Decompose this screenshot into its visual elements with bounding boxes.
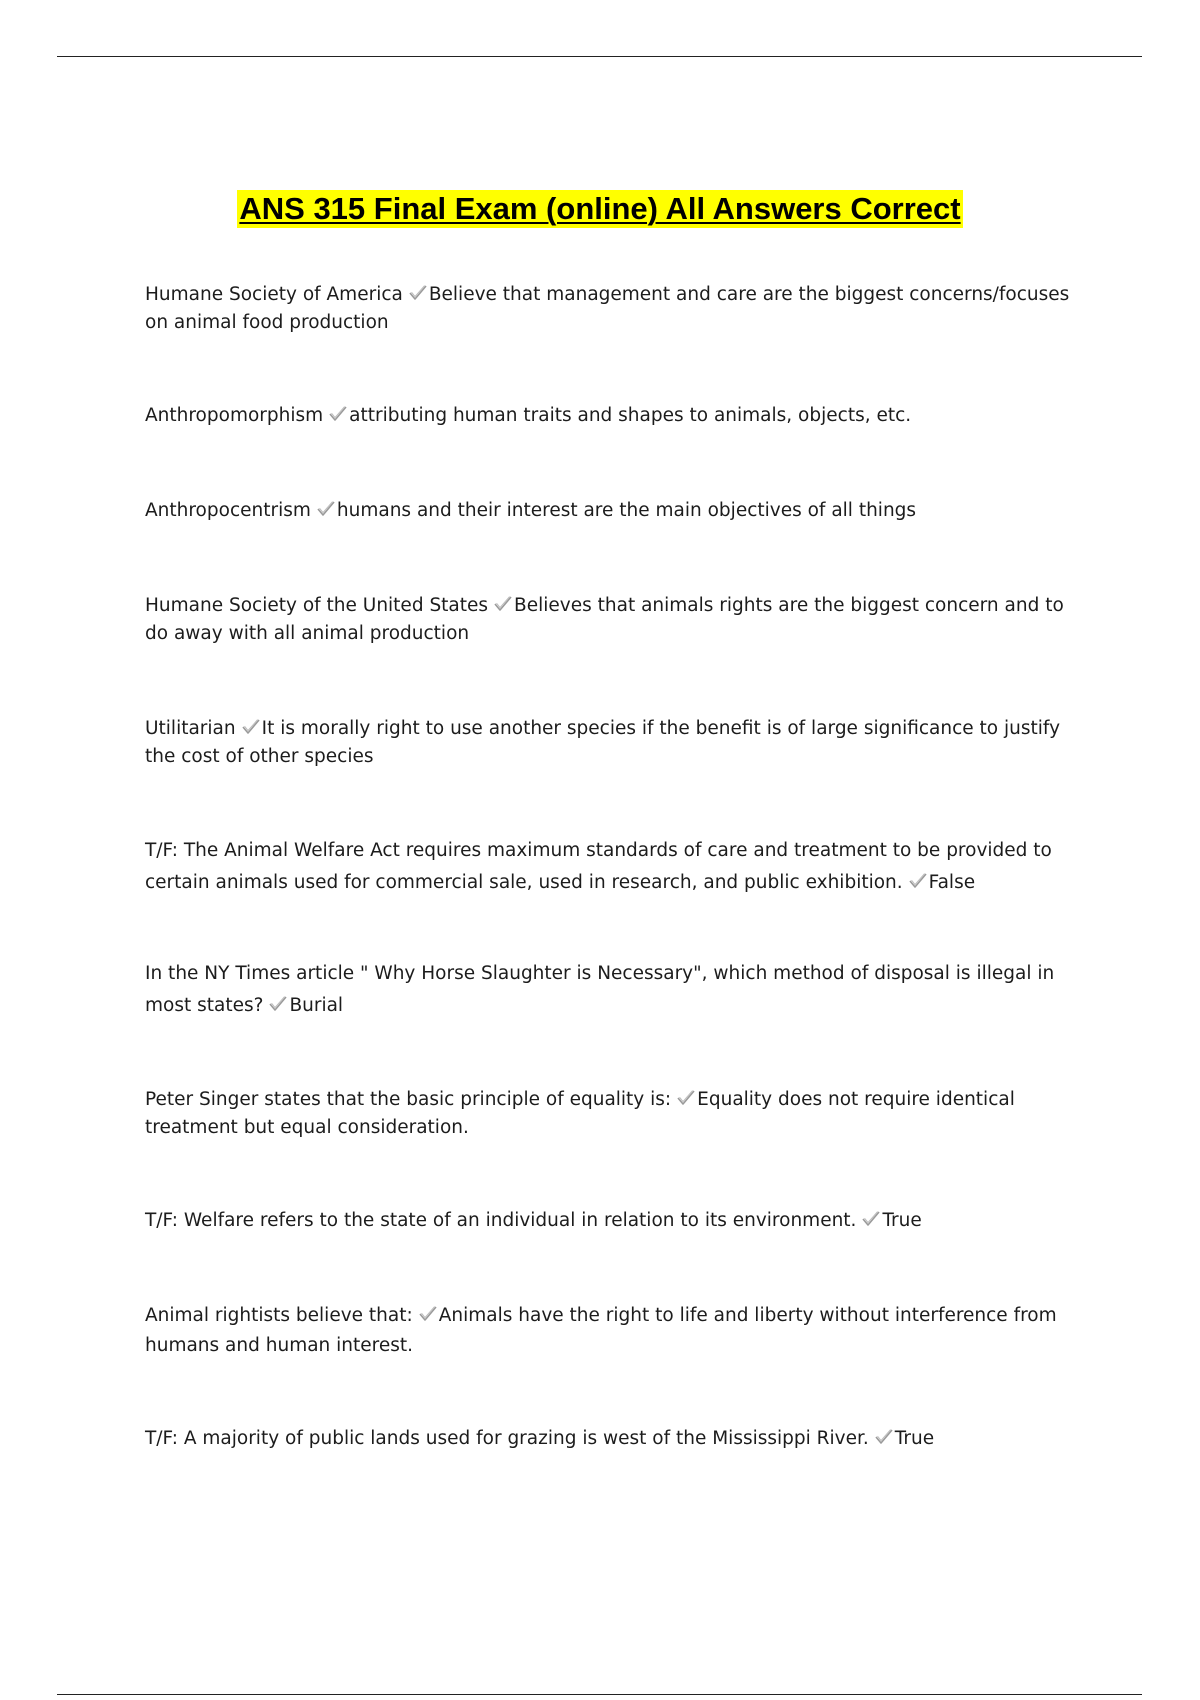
title-container <box>0 190 1200 228</box>
qa-item <box>145 1425 1090 1453</box>
qa-item <box>145 715 1090 771</box>
top-divider <box>57 56 1142 57</box>
answer-text: humans and their interest are the main objectives of all things <box>336 500 917 521</box>
answer-text: Believes that animals rights are the biggest concern and to do away with all animal production <box>145 595 1064 644</box>
answer-text: Burial <box>289 995 344 1016</box>
question-text: T/F: Welfare refers to the state of an individual in relation to its environment. <box>145 1210 857 1231</box>
qa-item <box>145 281 1090 337</box>
qa-item <box>145 1207 1090 1235</box>
question-text: Humane Society of America <box>145 284 403 305</box>
check-mark-icon <box>408 284 428 302</box>
answer-text: True <box>882 1210 922 1231</box>
question-text: Anthropocentrism <box>145 500 311 521</box>
question-text: T/F: The Animal Welfare Act requires maximum standards of care and treatment to be provided to certain animals used for commercial sale, used in research, and public exhibition. <box>145 840 1052 893</box>
check-mark-icon <box>676 1089 696 1107</box>
answer-text: Animals have the right to life and liberty without interference from humans and human interest. <box>145 1305 1057 1356</box>
question-text: In the NY Times article " Why Horse Slaughter is Necessary", which method of disposal is illegal in most states? <box>145 963 1055 1016</box>
answer-text: Believe that management and care are the biggest concerns/focuses on animal food production <box>145 284 1070 333</box>
check-mark-icon <box>861 1210 881 1228</box>
question-text: Utilitarian <box>145 718 236 739</box>
question-text: Animal rightists believe that: <box>145 1305 413 1326</box>
check-mark-icon <box>316 500 336 518</box>
qa-item <box>145 1086 1090 1142</box>
answer-text: True <box>894 1428 935 1449</box>
bottom-divider <box>57 1694 1142 1695</box>
qa-item <box>145 958 1090 1022</box>
question-text: Peter Singer states that the basic principle of equality is: <box>145 1089 672 1110</box>
check-mark-icon <box>908 872 928 890</box>
question-text: Humane Society of the United States <box>145 595 489 616</box>
qa-item <box>145 1301 1090 1361</box>
answer-text: Equality does not require identical treatment but equal consideration. <box>145 1089 1015 1138</box>
answer-text: It is morally right to use another species if the benefit is of large significance to justify the cost of other species <box>145 718 1061 767</box>
check-mark-icon <box>241 718 261 736</box>
check-mark-icon <box>328 405 348 423</box>
answer-text: attributing human traits and shapes to animals, objects, etc. <box>349 405 912 426</box>
qa-item <box>145 402 1090 430</box>
question-text: T/F: A majority of public lands used for grazing is west of the Mississippi River. <box>145 1428 869 1449</box>
question-text: Anthropomorphism <box>145 405 324 426</box>
check-mark-icon <box>268 995 288 1013</box>
check-mark-icon <box>418 1305 438 1323</box>
qa-item <box>145 835 1090 899</box>
check-mark-icon <box>874 1428 894 1446</box>
check-mark-icon <box>493 595 513 613</box>
qa-item <box>145 592 1090 648</box>
qa-item <box>145 497 1090 525</box>
answer-text: False <box>928 872 976 893</box>
document-title: ANS 315 Final Exam (online) All Answers Correct <box>239 191 961 226</box>
